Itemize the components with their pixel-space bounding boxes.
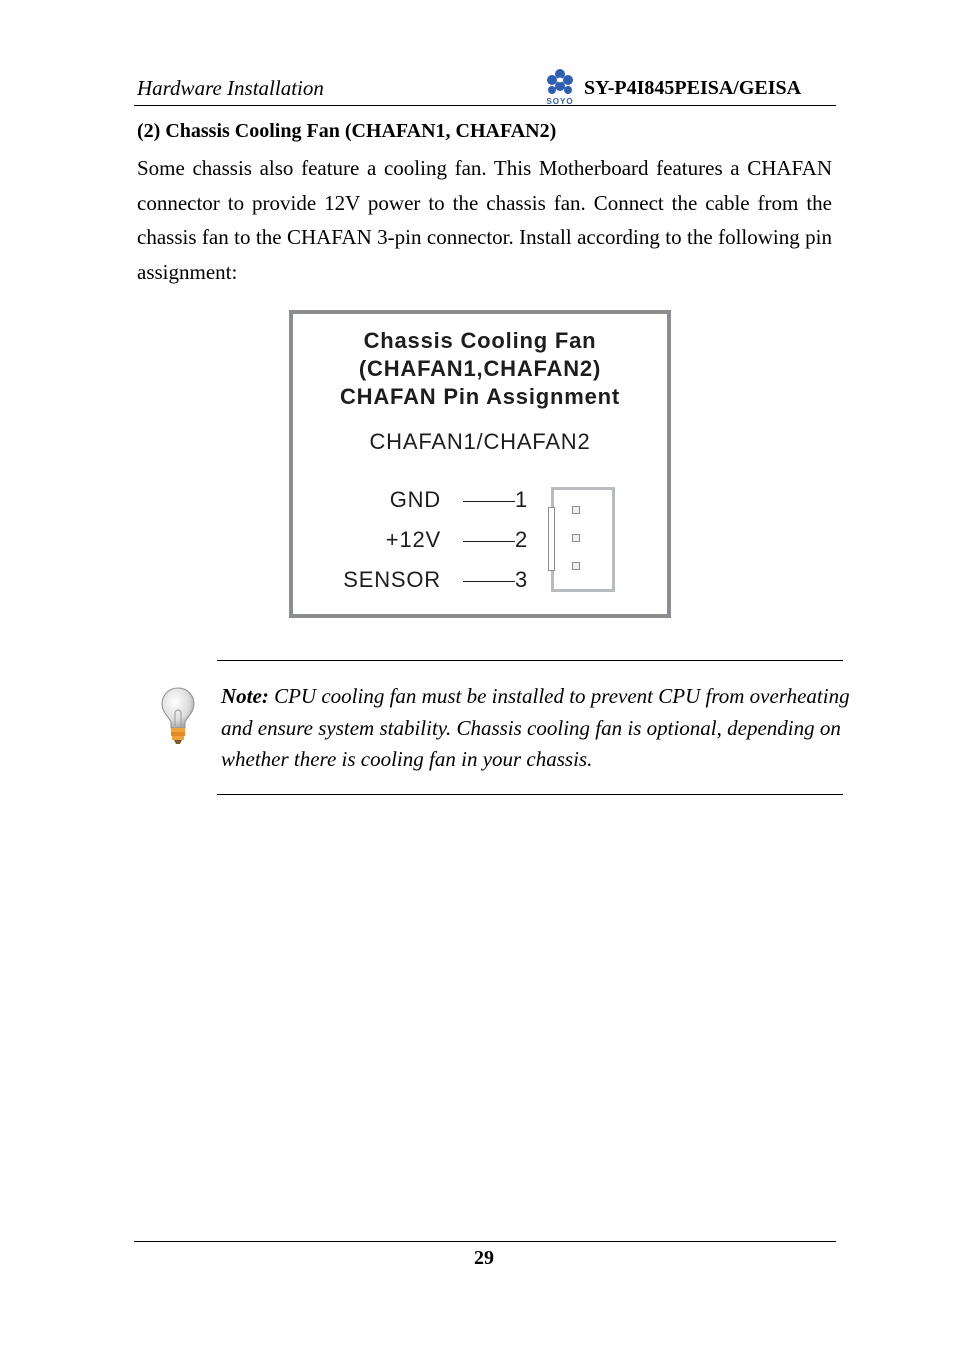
soyo-logo-icon <box>543 68 577 106</box>
pin-label-1: GND <box>389 487 441 512</box>
pin-leader-line-2 <box>463 541 515 542</box>
diagram-title <box>293 327 667 411</box>
pin-leader-line-3 <box>463 581 515 582</box>
note-top-rule <box>217 660 843 661</box>
diagram-title-line-1: Chassis Cooling Fan <box>363 328 597 353</box>
connector-pin-1 <box>572 506 580 514</box>
light-bulb-icon <box>160 686 196 746</box>
running-header-section: Hardware Installation <box>137 76 324 100</box>
note-label: Note: <box>221 684 269 708</box>
note-bottom-rule <box>217 794 843 795</box>
connector-housing <box>551 487 615 592</box>
note-text <box>221 681 851 776</box>
page-number: 29 <box>474 1247 494 1269</box>
header-rule <box>134 105 836 106</box>
connector-key-tab <box>548 507 555 571</box>
connector-pin-3 <box>572 562 580 570</box>
note-body: CPU cooling fan must be installed to prevent CPU from overheating and ensure system stability. Chassis cooling fan is optional, depending on whether there is cooling fan in your chassis. <box>221 684 850 771</box>
pin-number-3: 3 <box>515 567 528 592</box>
soyo-logo-text: SOYO <box>546 97 574 106</box>
pin-label-3: SENSOR <box>343 567 441 592</box>
section-heading: (2) Chassis Cooling Fan (CHAFAN1, CHAFAN2) <box>137 120 557 142</box>
diagram-title-line-2: (CHAFAN1,CHAFAN2) <box>358 356 602 381</box>
running-header-model: SY-P4I845PEISA/GEISA <box>584 77 802 99</box>
pin-assignment-diagram <box>289 310 671 618</box>
diagram-title-line-3: CHAFAN Pin Assignment <box>339 384 620 409</box>
pin-label-2: +12V <box>385 527 441 552</box>
pin-number-2: 2 <box>515 527 528 552</box>
pin-number-1: 1 <box>515 487 528 512</box>
connector-pin-2 <box>572 534 580 542</box>
body-paragraph: Some chassis also feature a cooling fan. This Motherboard features a CHAFAN connector to provide 12V power to the chassis fan. Connect the cable from the chassis fan to the CHAFAN 3-pin connector. Install according to the following pin assignment: <box>137 156 832 284</box>
footer-rule <box>134 1241 836 1242</box>
connector-name: CHAFAN1/CHAFAN2 <box>369 429 591 454</box>
pin-leader-line-1 <box>463 501 515 502</box>
